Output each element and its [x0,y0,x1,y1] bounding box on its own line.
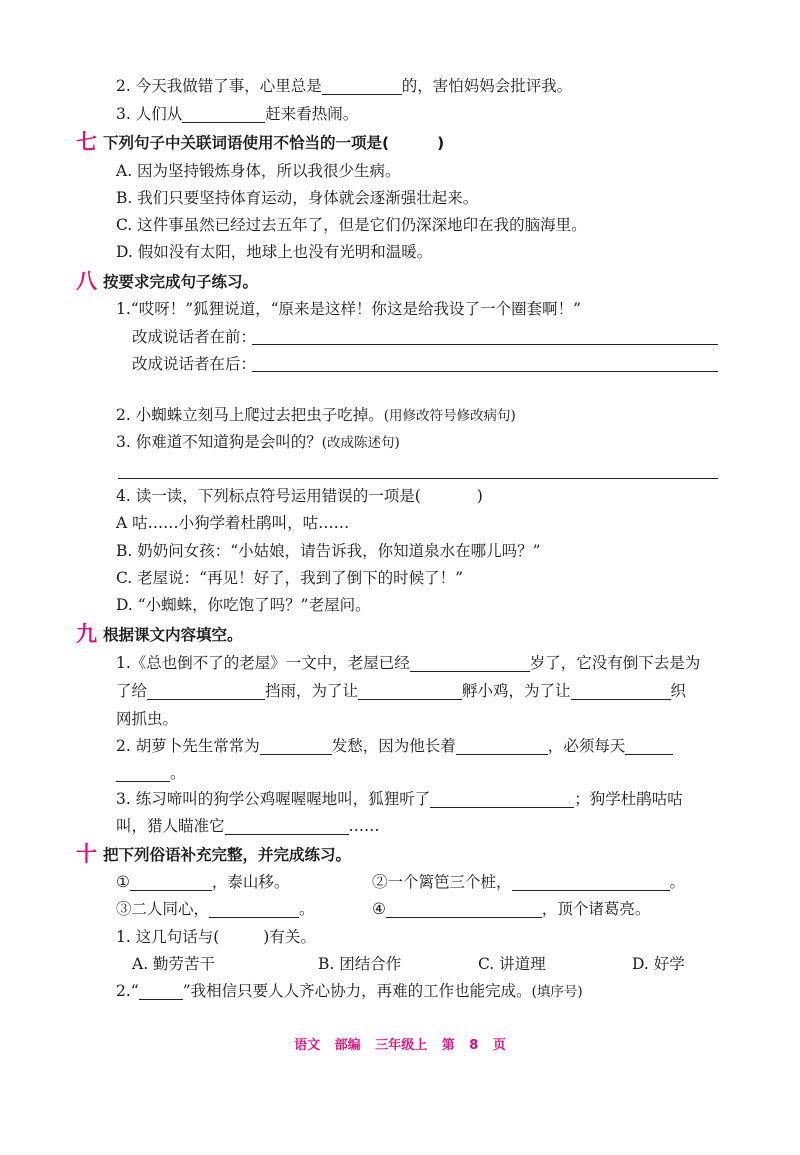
sec10-q2: 2.“ ”我相信只要人人齐心协力，再难的工作也能完成。(填序号) [116,982,583,1000]
sec7-option-c: C. 这件事虽然已经过去五年了，但是它们仍深深地印在我的脑海里。 [116,216,587,234]
sec8-q4: 4. 读一读，下列标点符号运用错误的一项是( ) [116,487,483,505]
answer-blank[interactable] [322,77,402,95]
sec7-option-a: A. 因为坚持锻炼身体，所以我很少生病。 [116,162,401,180]
sec10-q1: 1. 这几句话与( )有关。 [116,928,316,946]
sec8-q1: 1.“哎呀！”狐狸说道，“原来是这样！你这是给我设了一个圈套啊！” [116,300,581,318]
sec8-q1-speaker-last-label: 改成说话者在后： [132,355,257,373]
section-title: 按要求完成句子练习。 [103,273,259,291]
sec8-q1-speaker-first-label: 改成说话者在前： [132,328,257,346]
answer-blank[interactable] [260,737,332,755]
sec9-q2-line2: 。 [116,762,186,784]
answer-blank[interactable] [116,764,170,782]
answer-blank[interactable] [410,654,530,672]
section-number: 九 [76,622,97,646]
sec10-q1-option-d: D. 好学 [632,955,685,973]
sec10-q1-option-c: C. 讲道理 [478,955,546,973]
sec8-heading [76,270,258,292]
answer-blank[interactable] [430,790,574,808]
answer-blank[interactable] [512,873,670,891]
answer-blank[interactable] [225,817,349,835]
sec10-heading [76,843,351,865]
answer-blank[interactable] [386,900,542,918]
section-title: 根据课文内容填空。 [103,626,243,644]
answer-blank[interactable] [456,737,548,755]
sec7-option-b: B. 我们只要坚持体育运动，身体就会逐渐强壮起来。 [116,189,479,207]
section-title: 把下列俗语补充完整，并完成练习。 [103,846,352,864]
answer-line[interactable] [252,344,718,345]
proverb-4: ④ ，顶个诸葛亮。 [372,900,651,918]
answer-line[interactable] [118,478,718,479]
answer-line[interactable] [252,371,718,372]
sec8-q2: 2. 小蜘蛛立刻马上爬过去把虫子吃掉。(用修改符号修改病句) [116,406,516,424]
sec10-q1-option-a: A. 勤劳苦干 [132,955,216,973]
answer-blank[interactable] [139,982,183,1000]
sec9-heading [76,623,243,645]
sec6-q2: 2. 今天我做错了事，心里总是 的，害怕妈妈会批评我。 [116,77,573,95]
answer-blank[interactable] [571,682,671,700]
sec9-q2-line1: 2. 胡萝卜先生常常为 发愁，因为他长着 ，必须每天 [116,735,673,757]
proverb-3: ③二人同心， 。 [116,900,315,918]
answer-blank[interactable] [358,682,462,700]
sec9-q3-line1: 3. 练习啼叫的狗学公鸡喔喔喔地叫，狐狸听了 ；狗学杜鹃咕咕 [116,790,683,808]
sec9-q3-line2: 叫，猎人瞄准它 …… [116,817,380,835]
answer-blank[interactable] [130,873,212,891]
page-footer: 语文 部编 三年级上 第 8 页 [294,1038,506,1053]
section-number: 十 [76,842,97,866]
section-title: 下列句子中关联词语使用不恰当的一项是( ) [103,134,445,152]
sec10-q1-option-b: B. 团结合作 [318,955,402,973]
sec9-q1-line3: 网抓虫。 [116,710,179,728]
sec8-q3: 3. 你难道不知道狗是会叫的？(改成陈述句) [116,433,400,451]
sec9-q1-line1: 1.《总也倒不了的老屋》一文中，老屋已经 岁了，它没有倒下去是为 [116,654,701,672]
answer-blank[interactable] [625,737,673,755]
sec7-heading [76,131,444,153]
section-number: 七 [76,130,97,154]
sec8-q4-option-a: A 咕……小狗学着杜鹃叫，咕…… [116,514,350,532]
proverb-2: ②一个篱笆三个桩， 。 [372,873,686,891]
answer-paren[interactable] [421,487,477,504]
answer-blank[interactable] [147,682,265,700]
sec9-q1-line2: 了给 挡雨，为了让 孵小鸡，为了让 织 [116,682,687,700]
answer-paren[interactable] [389,134,437,151]
sec6-q3: 3. 人们从 赶来看热闹。 [116,105,359,123]
answer-blank[interactable] [209,900,299,918]
sec8-q4-option-c: C. 老屋说：“再见！好了，我到了倒下的时候了！” [116,569,464,587]
sec8-q4-option-d: D. “小蜘蛛，你吃饱了吗？”老屋问。 [116,596,371,614]
sec7-option-d: D. 假如没有太阳，地球上也没有光明和温暖。 [116,243,433,261]
sec8-q4-option-b: B. 奶奶问女孩：“小姑娘，请告诉我，你知道泉水在哪儿吗？” [116,542,541,560]
section-number: 八 [76,269,97,293]
proverb-1: ① ，泰山移。 [116,873,290,891]
answer-paren[interactable] [219,928,263,945]
answer-blank[interactable] [182,105,265,123]
